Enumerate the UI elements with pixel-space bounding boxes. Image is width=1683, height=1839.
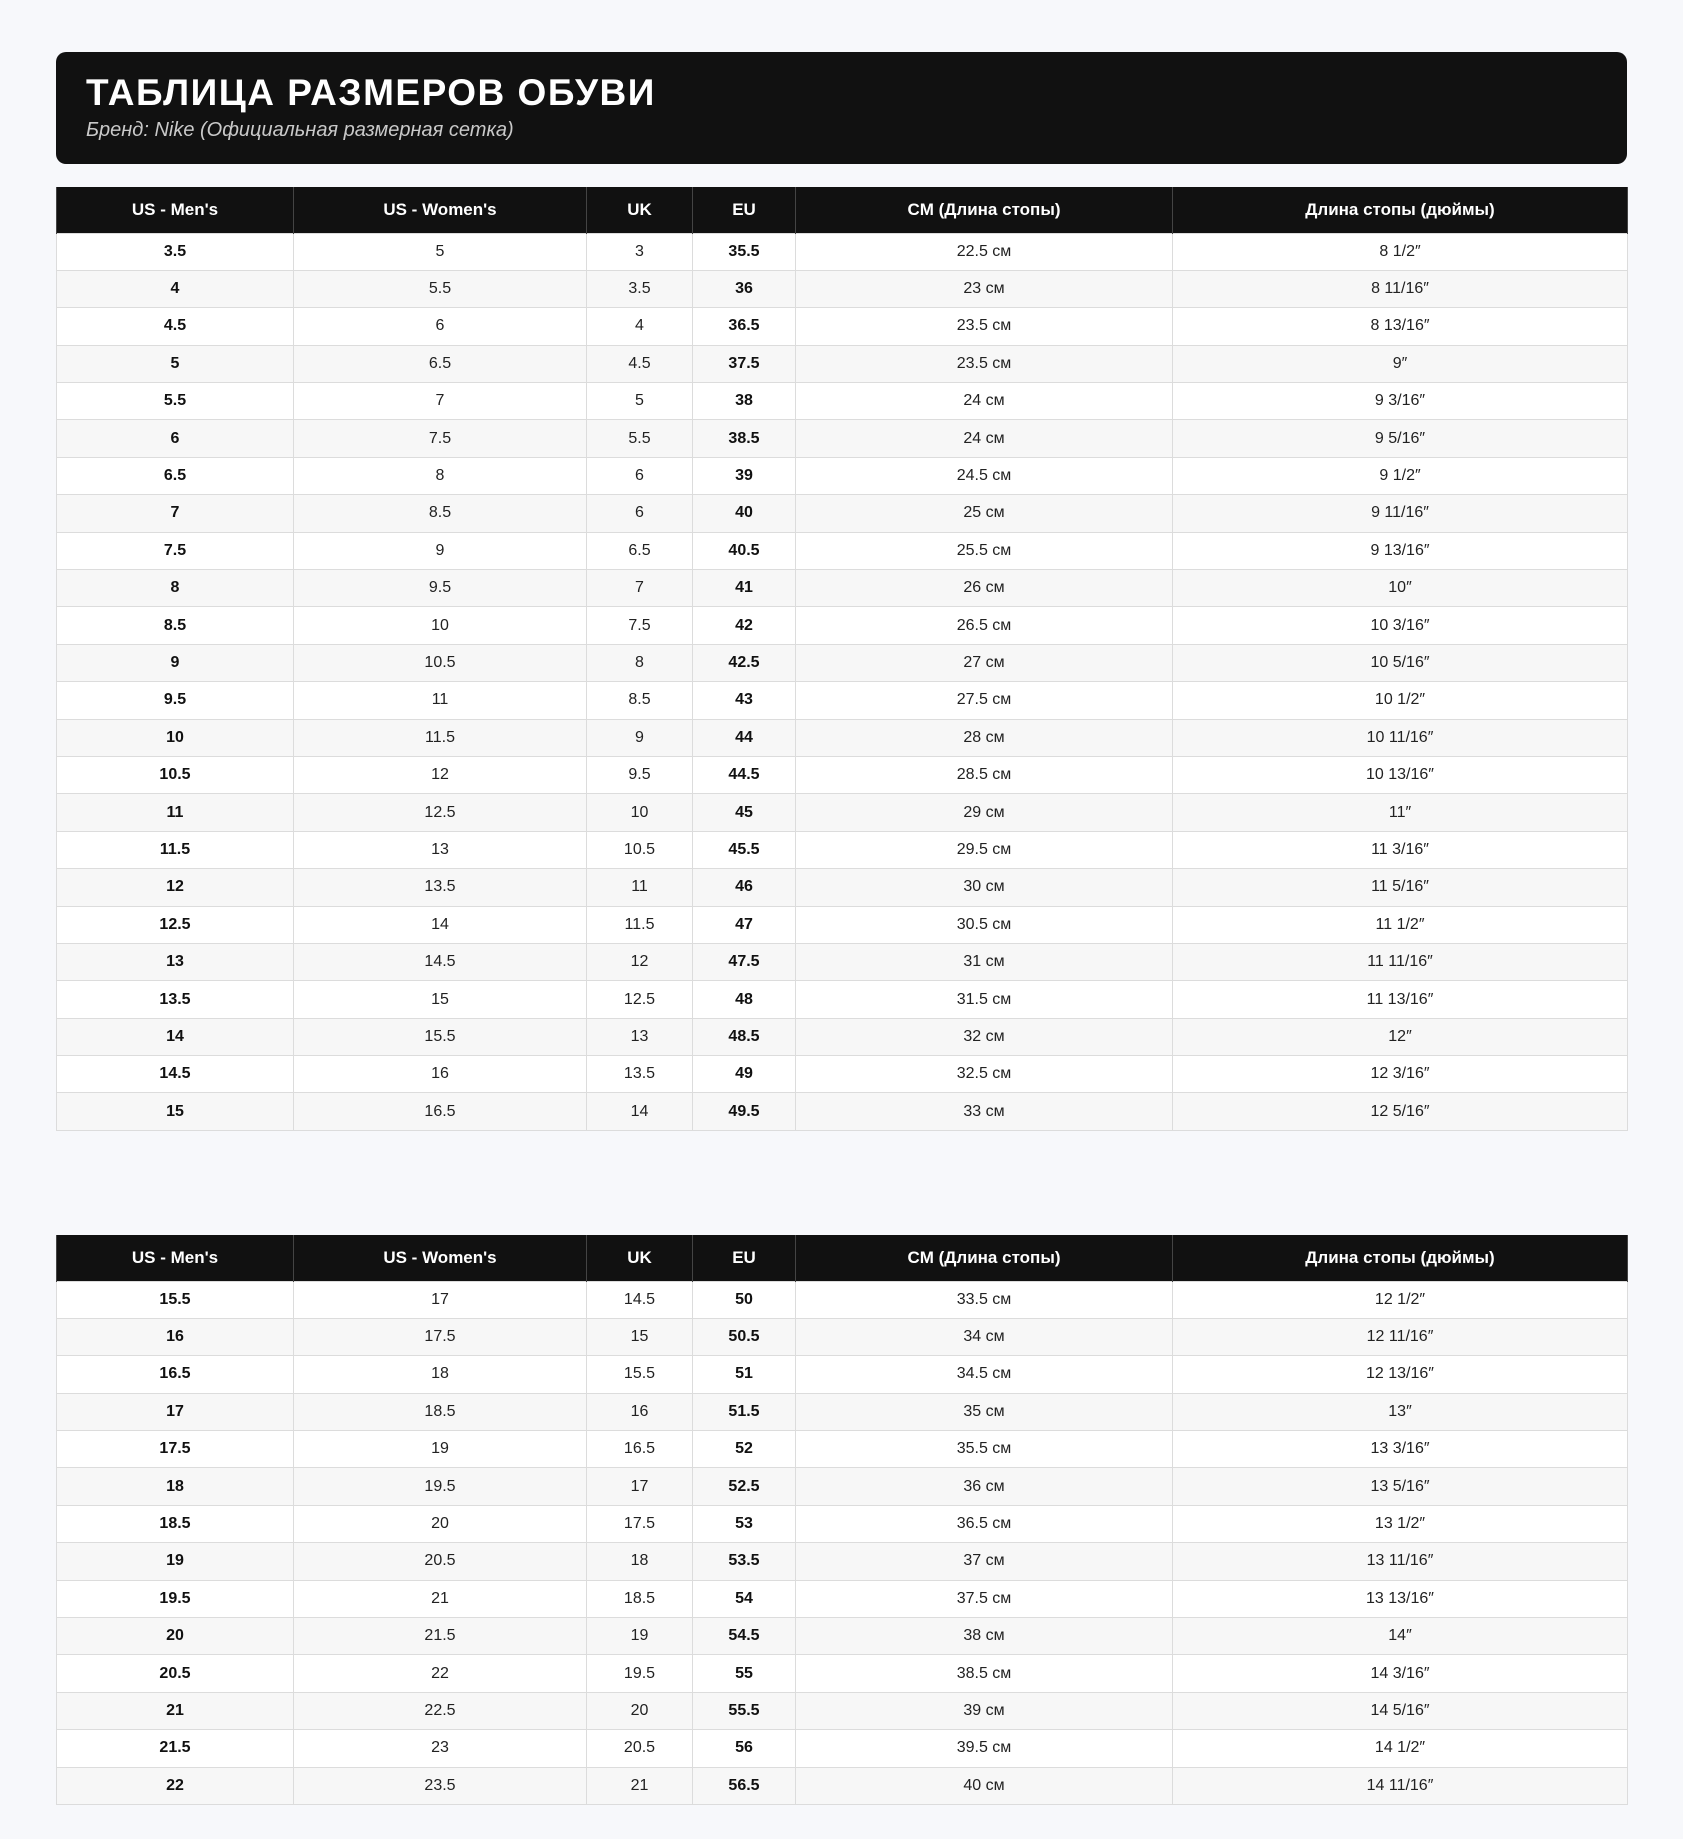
cell-inches: 9 13/16″ [1173,532,1628,569]
cell-us-men: 4 [57,270,294,307]
cell-cm: 26.5 см [796,607,1173,644]
column-header-us-men: US - Men's [57,1235,294,1281]
cell-us-women: 10 [294,607,587,644]
cell-us-men: 12 [57,869,294,906]
cell-uk: 15.5 [587,1356,693,1393]
cell-us-men: 22 [57,1767,294,1804]
cell-us-men: 16.5 [57,1356,294,1393]
cell-uk: 19 [587,1618,693,1655]
cell-uk: 10.5 [587,831,693,868]
cell-us-men: 14.5 [57,1056,294,1093]
cell-eu: 38 [693,383,796,420]
cell-uk: 18.5 [587,1580,693,1617]
cell-us-men: 13 [57,943,294,980]
table-header [57,187,1628,233]
cell-cm: 35 см [796,1393,1173,1430]
cell-cm: 27 см [796,644,1173,681]
cell-cm: 31 см [796,943,1173,980]
cell-us-men: 17 [57,1393,294,1430]
cell-uk: 9.5 [587,756,693,793]
cell-cm: 23.5 см [796,308,1173,345]
cell-uk: 10 [587,794,693,831]
cell-inches: 13 3/16″ [1173,1431,1628,1468]
cell-us-women: 6.5 [294,345,587,382]
cell-us-men: 9 [57,644,294,681]
cell-eu: 47.5 [693,943,796,980]
table-row [57,1580,1628,1617]
table-row [57,1018,1628,1055]
table-row [57,1356,1628,1393]
cell-uk: 4 [587,308,693,345]
cell-us-men: 20.5 [57,1655,294,1692]
cell-us-men: 10 [57,719,294,756]
cell-uk: 6.5 [587,532,693,569]
cell-cm: 27.5 см [796,682,1173,719]
cell-us-women: 16.5 [294,1093,587,1130]
cell-cm: 33 см [796,1093,1173,1130]
table-row [57,1730,1628,1767]
table-row [57,420,1628,457]
cell-us-men: 15 [57,1093,294,1130]
cell-eu: 44 [693,719,796,756]
cell-eu: 41 [693,570,796,607]
cell-us-women: 11 [294,682,587,719]
cell-inches: 11″ [1173,794,1628,831]
table-row [57,1468,1628,1505]
cell-eu: 50 [693,1281,796,1318]
cell-cm: 23 см [796,270,1173,307]
cell-cm: 34.5 см [796,1356,1173,1393]
cell-us-men: 12.5 [57,906,294,943]
table-row [57,682,1628,719]
cell-inches: 10 13/16″ [1173,756,1628,793]
column-header-us-men: US - Men's [57,187,294,233]
cell-cm: 24 см [796,383,1173,420]
cell-inches: 13 1/2″ [1173,1505,1628,1542]
cell-us-women: 10.5 [294,644,587,681]
table-row [57,1281,1628,1318]
page-subtitle: Бренд: Nike (Официальная размерная сетка) [86,119,514,141]
cell-eu: 45.5 [693,831,796,868]
size-table-2 [56,1235,1628,1805]
cell-us-women: 5.5 [294,270,587,307]
cell-cm: 24.5 см [796,457,1173,494]
cell-cm: 24 см [796,420,1173,457]
cell-cm: 29.5 см [796,831,1173,868]
cell-inches: 14 3/16″ [1173,1655,1628,1692]
cell-eu: 40 [693,495,796,532]
cell-us-women: 12.5 [294,794,587,831]
cell-inches: 10 1/2″ [1173,682,1628,719]
column-header-cm: CM (Длина стопы) [796,187,1173,233]
cell-us-women: 13 [294,831,587,868]
table-row [57,570,1628,607]
cell-inches: 9″ [1173,345,1628,382]
cell-uk: 11 [587,869,693,906]
cell-us-women: 23.5 [294,1767,587,1804]
cell-inches: 12 3/16″ [1173,1056,1628,1093]
cell-uk: 11.5 [587,906,693,943]
cell-us-women: 18 [294,1356,587,1393]
cell-uk: 14.5 [587,1281,693,1318]
cell-eu: 45 [693,794,796,831]
cell-inches: 11 3/16″ [1173,831,1628,868]
cell-uk: 12 [587,943,693,980]
cell-cm: 36.5 см [796,1505,1173,1542]
cell-us-women: 16 [294,1056,587,1093]
cell-inches: 9 5/16″ [1173,420,1628,457]
cell-us-women: 11.5 [294,719,587,756]
cell-us-men: 17.5 [57,1431,294,1468]
cell-inches: 9 1/2″ [1173,457,1628,494]
cell-us-men: 13.5 [57,981,294,1018]
cell-us-women: 21 [294,1580,587,1617]
column-header-eu: EU [693,187,796,233]
cell-us-women: 21.5 [294,1618,587,1655]
cell-us-women: 23 [294,1730,587,1767]
cell-cm: 26 см [796,570,1173,607]
cell-us-men: 8 [57,570,294,607]
cell-inches: 12″ [1173,1018,1628,1055]
cell-uk: 5 [587,383,693,420]
cell-cm: 32.5 см [796,1056,1173,1093]
cell-uk: 7 [587,570,693,607]
cell-cm: 34 см [796,1318,1173,1355]
column-header-uk: UK [587,187,693,233]
table-row [57,869,1628,906]
cell-cm: 22.5 см [796,233,1173,270]
cell-eu: 50.5 [693,1318,796,1355]
cell-uk: 5.5 [587,420,693,457]
cell-us-women: 12 [294,756,587,793]
table-row [57,345,1628,382]
cell-uk: 13.5 [587,1056,693,1093]
cell-cm: 30.5 см [796,906,1173,943]
cell-inches: 10 5/16″ [1173,644,1628,681]
table-row [57,607,1628,644]
cell-eu: 56 [693,1730,796,1767]
cell-inches: 9 11/16″ [1173,495,1628,532]
table-row [57,1056,1628,1093]
table-row [57,1692,1628,1729]
header-row [57,187,1628,233]
cell-eu: 37.5 [693,345,796,382]
cell-cm: 31.5 см [796,981,1173,1018]
table-row [57,1655,1628,1692]
cell-us-women: 9 [294,532,587,569]
header-row [57,1235,1628,1281]
cell-inches: 11 1/2″ [1173,906,1628,943]
cell-us-men: 16 [57,1318,294,1355]
cell-us-women: 15.5 [294,1018,587,1055]
cell-uk: 8.5 [587,682,693,719]
table-row [57,383,1628,420]
cell-eu: 49.5 [693,1093,796,1130]
cell-us-men: 11 [57,794,294,831]
cell-us-women: 8 [294,457,587,494]
cell-cm: 23.5 см [796,345,1173,382]
table-row [57,1767,1628,1804]
cell-cm: 36 см [796,1468,1173,1505]
cell-inches: 12 5/16″ [1173,1093,1628,1130]
cell-us-men: 21.5 [57,1730,294,1767]
column-header-inches: Длина стопы (дюймы) [1173,187,1628,233]
cell-inches: 8 13/16″ [1173,308,1628,345]
cell-us-women: 7 [294,383,587,420]
cell-uk: 7.5 [587,607,693,644]
cell-cm: 37.5 см [796,1580,1173,1617]
cell-inches: 13″ [1173,1393,1628,1430]
cell-eu: 48.5 [693,1018,796,1055]
table-row [57,233,1628,270]
cell-us-men: 11.5 [57,831,294,868]
table-row [57,756,1628,793]
table-row [57,1543,1628,1580]
cell-inches: 9 3/16″ [1173,383,1628,420]
cell-eu: 44.5 [693,756,796,793]
cell-us-women: 9.5 [294,570,587,607]
cell-uk: 6 [587,495,693,532]
column-header-cm: CM (Длина стопы) [796,1235,1173,1281]
cell-cm: 39 см [796,1692,1173,1729]
cell-inches: 10 3/16″ [1173,607,1628,644]
cell-eu: 46 [693,869,796,906]
table-row [57,270,1628,307]
cell-cm: 40 см [796,1767,1173,1804]
cell-uk: 13 [587,1018,693,1055]
cell-inches: 12 11/16″ [1173,1318,1628,1355]
cell-us-women: 18.5 [294,1393,587,1430]
cell-eu: 36 [693,270,796,307]
cell-us-men: 18 [57,1468,294,1505]
cell-us-women: 14.5 [294,943,587,980]
table-row [57,1393,1628,1430]
cell-inches: 14″ [1173,1618,1628,1655]
cell-eu: 48 [693,981,796,1018]
column-header-us-women: US - Women's [294,1235,587,1281]
cell-uk: 12.5 [587,981,693,1018]
cell-us-men: 5 [57,345,294,382]
cell-us-men: 10.5 [57,756,294,793]
table-row [57,1318,1628,1355]
cell-us-women: 7.5 [294,420,587,457]
table-row [57,831,1628,868]
cell-inches: 11 11/16″ [1173,943,1628,980]
cell-eu: 53 [693,1505,796,1542]
cell-eu: 55 [693,1655,796,1692]
cell-us-women: 22.5 [294,1692,587,1729]
cell-inches: 13 13/16″ [1173,1580,1628,1617]
table-row [57,532,1628,569]
cell-inches: 8 11/16″ [1173,270,1628,307]
cell-us-men: 19 [57,1543,294,1580]
cell-eu: 38.5 [693,420,796,457]
cell-inches: 13 11/16″ [1173,1543,1628,1580]
cell-cm: 33.5 см [796,1281,1173,1318]
cell-uk: 20 [587,1692,693,1729]
cell-inches: 14 5/16″ [1173,1692,1628,1729]
table-row [57,943,1628,980]
cell-us-men: 7.5 [57,532,294,569]
cell-eu: 54.5 [693,1618,796,1655]
cell-eu: 51.5 [693,1393,796,1430]
page-header [56,52,1627,164]
cell-us-women: 19 [294,1431,587,1468]
cell-eu: 35.5 [693,233,796,270]
cell-inches: 12 1/2″ [1173,1281,1628,1318]
cell-us-men: 21 [57,1692,294,1729]
cell-cm: 28 см [796,719,1173,756]
cell-us-women: 19.5 [294,1468,587,1505]
cell-uk: 3 [587,233,693,270]
cell-uk: 19.5 [587,1655,693,1692]
cell-cm: 35.5 см [796,1431,1173,1468]
table-row [57,495,1628,532]
cell-us-women: 15 [294,981,587,1018]
cell-us-women: 20 [294,1505,587,1542]
cell-uk: 3.5 [587,270,693,307]
cell-us-women: 5 [294,233,587,270]
cell-eu: 49 [693,1056,796,1093]
cell-eu: 55.5 [693,1692,796,1729]
cell-us-men: 15.5 [57,1281,294,1318]
cell-inches: 10 11/16″ [1173,719,1628,756]
cell-cm: 38.5 см [796,1655,1173,1692]
cell-us-men: 6.5 [57,457,294,494]
cell-us-men: 4.5 [57,308,294,345]
table-row [57,457,1628,494]
cell-us-men: 8.5 [57,607,294,644]
cell-us-women: 8.5 [294,495,587,532]
table-row [57,906,1628,943]
cell-eu: 47 [693,906,796,943]
cell-uk: 16.5 [587,1431,693,1468]
cell-eu: 54 [693,1580,796,1617]
cell-eu: 40.5 [693,532,796,569]
cell-eu: 56.5 [693,1767,796,1804]
cell-uk: 17.5 [587,1505,693,1542]
column-header-eu: EU [693,1235,796,1281]
cell-us-women: 14 [294,906,587,943]
cell-inches: 11 5/16″ [1173,869,1628,906]
cell-inches: 12 13/16″ [1173,1356,1628,1393]
cell-cm: 32 см [796,1018,1173,1055]
cell-us-women: 17.5 [294,1318,587,1355]
cell-uk: 16 [587,1393,693,1430]
cell-cm: 30 см [796,869,1173,906]
cell-inches: 14 11/16″ [1173,1767,1628,1804]
table-body [57,233,1628,1130]
table-row [57,981,1628,1018]
cell-us-women: 20.5 [294,1543,587,1580]
cell-uk: 9 [587,719,693,756]
table-row [57,308,1628,345]
cell-us-women: 13.5 [294,869,587,906]
column-header-uk: UK [587,1235,693,1281]
cell-eu: 42.5 [693,644,796,681]
cell-cm: 37 см [796,1543,1173,1580]
cell-uk: 20.5 [587,1730,693,1767]
column-header-us-women: US - Women's [294,187,587,233]
cell-cm: 39.5 см [796,1730,1173,1767]
cell-eu: 43 [693,682,796,719]
table-row [57,719,1628,756]
cell-eu: 42 [693,607,796,644]
cell-uk: 18 [587,1543,693,1580]
table-body [57,1281,1628,1804]
cell-cm: 29 см [796,794,1173,831]
cell-us-women: 17 [294,1281,587,1318]
cell-us-women: 22 [294,1655,587,1692]
cell-eu: 36.5 [693,308,796,345]
cell-us-men: 9.5 [57,682,294,719]
cell-inches: 10″ [1173,570,1628,607]
table-row [57,794,1628,831]
table-header [57,1235,1628,1281]
cell-uk: 17 [587,1468,693,1505]
table-row [57,644,1628,681]
cell-inches: 13 5/16″ [1173,1468,1628,1505]
table-row [57,1093,1628,1130]
cell-uk: 14 [587,1093,693,1130]
cell-cm: 28.5 см [796,756,1173,793]
cell-uk: 4.5 [587,345,693,382]
cell-inches: 14 1/2″ [1173,1730,1628,1767]
cell-uk: 8 [587,644,693,681]
cell-us-men: 20 [57,1618,294,1655]
cell-inches: 8 1/2″ [1173,233,1628,270]
cell-us-men: 7 [57,495,294,532]
cell-uk: 15 [587,1318,693,1355]
cell-uk: 6 [587,457,693,494]
cell-eu: 52 [693,1431,796,1468]
size-table-1 [56,187,1628,1131]
cell-cm: 25 см [796,495,1173,532]
table-row [57,1618,1628,1655]
table-row [57,1431,1628,1468]
table-row [57,1505,1628,1542]
cell-eu: 39 [693,457,796,494]
cell-eu: 52.5 [693,1468,796,1505]
cell-eu: 51 [693,1356,796,1393]
cell-us-men: 19.5 [57,1580,294,1617]
cell-cm: 38 см [796,1618,1173,1655]
cell-us-men: 5.5 [57,383,294,420]
cell-us-men: 14 [57,1018,294,1055]
cell-us-men: 3.5 [57,233,294,270]
page-title: ТАБЛИЦА РАЗМЕРОВ ОБУВИ [86,72,656,113]
cell-us-women: 6 [294,308,587,345]
cell-eu: 53.5 [693,1543,796,1580]
cell-uk: 21 [587,1767,693,1804]
cell-cm: 25.5 см [796,532,1173,569]
column-header-inches: Длина стопы (дюймы) [1173,1235,1628,1281]
cell-us-men: 6 [57,420,294,457]
cell-us-men: 18.5 [57,1505,294,1542]
cell-inches: 11 13/16″ [1173,981,1628,1018]
